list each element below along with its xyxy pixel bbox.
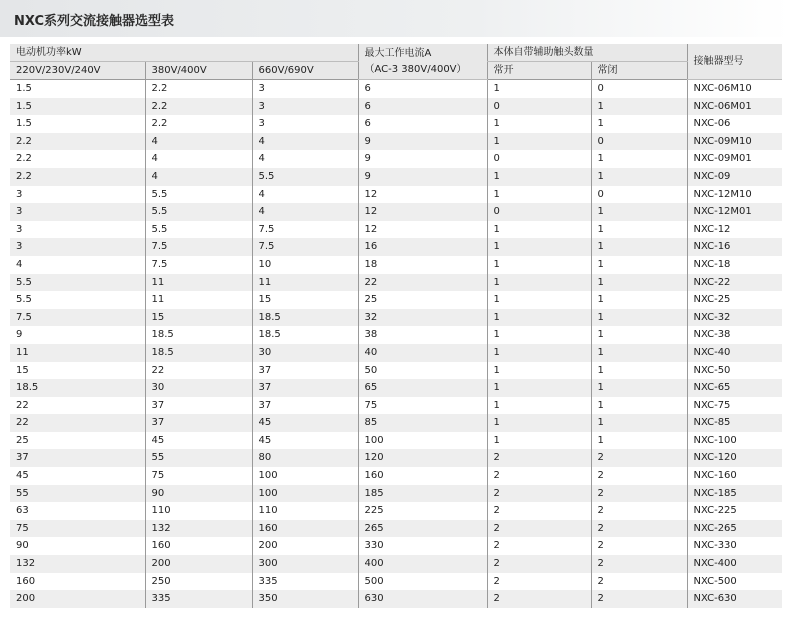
header-power-group: 电动机功率kW (10, 44, 358, 62)
table-row (10, 150, 782, 168)
cell-model: NXC-06M01 (687, 98, 782, 116)
cell-660v: 45 (252, 414, 358, 432)
cell-model: NXC-06 (687, 115, 782, 133)
header-normally-open: 常开 (487, 62, 591, 80)
table-row (10, 115, 782, 133)
cell-normally-closed: 1 (591, 274, 687, 292)
cell-normally-closed: 2 (591, 573, 687, 591)
cell-660v: 7.5 (252, 221, 358, 239)
table-row (10, 274, 782, 292)
cell-normally-closed: 1 (591, 344, 687, 362)
table-row (10, 379, 782, 397)
table-row (10, 397, 782, 415)
cell-model: NXC-400 (687, 555, 782, 573)
cell-380v: 75 (145, 467, 252, 485)
cell-660v: 300 (252, 555, 358, 573)
cell-380v: 200 (145, 555, 252, 573)
cell-220v: 3 (10, 221, 145, 239)
cell-normally-closed: 1 (591, 256, 687, 274)
cell-380v: 22 (145, 362, 252, 380)
cell-220v: 3 (10, 238, 145, 256)
cell-normally-open: 1 (487, 362, 591, 380)
cell-380v: 55 (145, 449, 252, 467)
cell-660v: 350 (252, 590, 358, 608)
cell-normally-closed: 2 (591, 590, 687, 608)
table-row (10, 537, 782, 555)
cell-normally-closed: 1 (591, 238, 687, 256)
cell-normally-closed: 2 (591, 537, 687, 555)
cell-normally-closed: 1 (591, 291, 687, 309)
cell-model: NXC-225 (687, 502, 782, 520)
cell-380v: 37 (145, 414, 252, 432)
cell-max-current: 22 (358, 274, 487, 292)
table-row (10, 485, 782, 503)
cell-660v: 3 (252, 115, 358, 133)
cell-660v: 4 (252, 186, 358, 204)
table-row (10, 590, 782, 608)
cell-max-current: 12 (358, 203, 487, 221)
cell-380v: 7.5 (145, 256, 252, 274)
cell-380v: 132 (145, 520, 252, 538)
cell-model: NXC-06M10 (687, 80, 782, 98)
cell-380v: 18.5 (145, 344, 252, 362)
cell-normally-closed: 1 (591, 326, 687, 344)
cell-660v: 335 (252, 573, 358, 591)
table-header (10, 44, 782, 80)
cell-max-current: 9 (358, 133, 487, 151)
cell-660v: 100 (252, 467, 358, 485)
cell-normally-open: 1 (487, 309, 591, 327)
cell-model: NXC-22 (687, 274, 782, 292)
cell-normally-closed: 1 (591, 115, 687, 133)
cell-max-current: 265 (358, 520, 487, 538)
cell-max-current: 185 (358, 485, 487, 503)
cell-normally-open: 1 (487, 168, 591, 186)
cell-660v: 7.5 (252, 238, 358, 256)
table-row (10, 80, 782, 98)
cell-normally-closed: 1 (591, 362, 687, 380)
cell-660v: 160 (252, 520, 358, 538)
cell-max-current: 160 (358, 467, 487, 485)
cell-normally-closed: 2 (591, 502, 687, 520)
cell-model: NXC-265 (687, 520, 782, 538)
header-max-current (358, 44, 487, 80)
cell-max-current: 630 (358, 590, 487, 608)
cell-model: NXC-09M10 (687, 133, 782, 151)
cell-normally-closed: 2 (591, 520, 687, 538)
cell-220v: 9 (10, 326, 145, 344)
cell-660v: 5.5 (252, 168, 358, 186)
table-row (10, 362, 782, 380)
cell-max-current: 18 (358, 256, 487, 274)
cell-380v: 2.2 (145, 80, 252, 98)
cell-normally-closed: 2 (591, 467, 687, 485)
cell-max-current: 16 (358, 238, 487, 256)
cell-normally-closed: 2 (591, 449, 687, 467)
cell-normally-open: 2 (487, 467, 591, 485)
table-row (10, 133, 782, 151)
cell-660v: 110 (252, 502, 358, 520)
table-row (10, 238, 782, 256)
cell-normally-open: 2 (487, 520, 591, 538)
cell-max-current: 38 (358, 326, 487, 344)
cell-220v: 22 (10, 414, 145, 432)
cell-220v: 25 (10, 432, 145, 450)
cell-220v: 200 (10, 590, 145, 608)
cell-220v: 1.5 (10, 98, 145, 116)
cell-model: NXC-85 (687, 414, 782, 432)
cell-normally-closed: 1 (591, 98, 687, 116)
cell-normally-open: 1 (487, 80, 591, 98)
cell-model: NXC-65 (687, 379, 782, 397)
cell-220v: 2.2 (10, 133, 145, 151)
cell-220v: 160 (10, 573, 145, 591)
cell-normally-open: 1 (487, 186, 591, 204)
cell-220v: 2.2 (10, 168, 145, 186)
cell-normally-closed: 1 (591, 168, 687, 186)
header-660v: 660V/690V (252, 62, 358, 80)
cell-660v: 37 (252, 379, 358, 397)
cell-220v: 1.5 (10, 115, 145, 133)
cell-380v: 335 (145, 590, 252, 608)
cell-380v: 11 (145, 291, 252, 309)
cell-model: NXC-32 (687, 309, 782, 327)
cell-660v: 11 (252, 274, 358, 292)
cell-max-current: 32 (358, 309, 487, 327)
cell-660v: 80 (252, 449, 358, 467)
cell-max-current: 25 (358, 291, 487, 309)
cell-660v: 37 (252, 362, 358, 380)
cell-220v: 3 (10, 186, 145, 204)
cell-380v: 37 (145, 397, 252, 415)
header-380v: 380V/400V (145, 62, 252, 80)
cell-220v: 7.5 (10, 309, 145, 327)
cell-max-current: 120 (358, 449, 487, 467)
header-current-line1: 最大工作电流A (364, 47, 432, 59)
cell-220v: 55 (10, 485, 145, 503)
cell-normally-open: 2 (487, 449, 591, 467)
table-row (10, 221, 782, 239)
cell-380v: 110 (145, 502, 252, 520)
cell-normally-closed: 0 (591, 133, 687, 151)
table-row (10, 291, 782, 309)
cell-220v: 37 (10, 449, 145, 467)
cell-220v: 90 (10, 537, 145, 555)
cell-max-current: 40 (358, 344, 487, 362)
cell-380v: 4 (145, 150, 252, 168)
cell-normally-closed: 1 (591, 397, 687, 415)
cell-660v: 100 (252, 485, 358, 503)
cell-220v: 132 (10, 555, 145, 573)
cell-normally-open: 2 (487, 590, 591, 608)
cell-660v: 200 (252, 537, 358, 555)
table-row (10, 467, 782, 485)
cell-380v: 15 (145, 309, 252, 327)
cell-model: NXC-12M01 (687, 203, 782, 221)
cell-220v: 63 (10, 502, 145, 520)
table-row (10, 203, 782, 221)
cell-380v: 160 (145, 537, 252, 555)
cell-max-current: 500 (358, 573, 487, 591)
cell-max-current: 65 (358, 379, 487, 397)
cell-660v: 10 (252, 256, 358, 274)
cell-220v: 4 (10, 256, 145, 274)
cell-model: NXC-09M01 (687, 150, 782, 168)
cell-normally-closed: 1 (591, 203, 687, 221)
cell-normally-open: 0 (487, 203, 591, 221)
table-row (10, 414, 782, 432)
header-model: 接触器型号 (687, 44, 782, 80)
cell-normally-closed: 1 (591, 221, 687, 239)
cell-660v: 45 (252, 432, 358, 450)
cell-380v: 250 (145, 573, 252, 591)
cell-380v: 18.5 (145, 326, 252, 344)
cell-max-current: 12 (358, 186, 487, 204)
cell-normally-open: 1 (487, 274, 591, 292)
cell-model: NXC-630 (687, 590, 782, 608)
cell-model: NXC-50 (687, 362, 782, 380)
table-row (10, 520, 782, 538)
cell-660v: 4 (252, 133, 358, 151)
cell-normally-open: 1 (487, 326, 591, 344)
cell-660v: 30 (252, 344, 358, 362)
cell-normally-closed: 1 (591, 414, 687, 432)
cell-max-current: 50 (358, 362, 487, 380)
selection-table (10, 44, 782, 608)
cell-220v: 2.2 (10, 150, 145, 168)
table-row (10, 502, 782, 520)
table-row (10, 449, 782, 467)
cell-normally-closed: 1 (591, 150, 687, 168)
cell-660v: 18.5 (252, 309, 358, 327)
table-row (10, 309, 782, 327)
cell-max-current: 225 (358, 502, 487, 520)
cell-220v: 18.5 (10, 379, 145, 397)
cell-380v: 30 (145, 379, 252, 397)
cell-220v: 15 (10, 362, 145, 380)
cell-max-current: 85 (358, 414, 487, 432)
cell-380v: 5.5 (145, 186, 252, 204)
cell-380v: 11 (145, 274, 252, 292)
cell-normally-open: 1 (487, 344, 591, 362)
cell-380v: 5.5 (145, 203, 252, 221)
cell-380v: 2.2 (145, 98, 252, 116)
cell-max-current: 6 (358, 98, 487, 116)
cell-220v: 3 (10, 203, 145, 221)
cell-normally-closed: 0 (591, 80, 687, 98)
cell-660v: 3 (252, 98, 358, 116)
cell-380v: 2.2 (145, 115, 252, 133)
cell-normally-open: 1 (487, 432, 591, 450)
table-row (10, 168, 782, 186)
cell-model: NXC-16 (687, 238, 782, 256)
header-aux-group: 本体自带辅助触头数量 (487, 44, 687, 62)
cell-380v: 4 (145, 168, 252, 186)
cell-660v: 15 (252, 291, 358, 309)
cell-normally-open: 1 (487, 221, 591, 239)
cell-normally-open: 1 (487, 133, 591, 151)
cell-220v: 5.5 (10, 274, 145, 292)
cell-380v: 4 (145, 133, 252, 151)
cell-380v: 90 (145, 485, 252, 503)
cell-normally-open: 2 (487, 485, 591, 503)
table-row (10, 98, 782, 116)
cell-normally-open: 0 (487, 98, 591, 116)
header-current-line2: （AC-3 380V/400V） (364, 63, 467, 75)
cell-max-current: 6 (358, 80, 487, 98)
cell-660v: 4 (252, 203, 358, 221)
table-row (10, 256, 782, 274)
title-bar (0, 0, 790, 37)
cell-380v: 45 (145, 432, 252, 450)
table-row (10, 555, 782, 573)
cell-660v: 4 (252, 150, 358, 168)
cell-normally-closed: 1 (591, 309, 687, 327)
cell-model: NXC-100 (687, 432, 782, 450)
cell-220v: 5.5 (10, 291, 145, 309)
cell-220v: 1.5 (10, 80, 145, 98)
cell-660v: 37 (252, 397, 358, 415)
cell-normally-open: 1 (487, 256, 591, 274)
cell-normally-closed: 1 (591, 432, 687, 450)
cell-normally-closed: 0 (591, 186, 687, 204)
table-row (10, 432, 782, 450)
cell-normally-open: 1 (487, 291, 591, 309)
cell-normally-open: 1 (487, 414, 591, 432)
cell-max-current: 9 (358, 150, 487, 168)
cell-normally-closed: 2 (591, 485, 687, 503)
cell-220v: 11 (10, 344, 145, 362)
table-row (10, 326, 782, 344)
table-body (10, 80, 782, 608)
cell-normally-open: 1 (487, 238, 591, 256)
cell-max-current: 9 (358, 168, 487, 186)
header-220v: 220V/230V/240V (10, 62, 145, 80)
cell-max-current: 400 (358, 555, 487, 573)
cell-max-current: 6 (358, 115, 487, 133)
cell-normally-open: 1 (487, 115, 591, 133)
cell-model: NXC-160 (687, 467, 782, 485)
cell-model: NXC-330 (687, 537, 782, 555)
cell-model: NXC-185 (687, 485, 782, 503)
cell-max-current: 12 (358, 221, 487, 239)
cell-model: NXC-12 (687, 221, 782, 239)
cell-normally-open: 2 (487, 537, 591, 555)
cell-model: NXC-25 (687, 291, 782, 309)
cell-model: NXC-12M10 (687, 186, 782, 204)
cell-380v: 7.5 (145, 238, 252, 256)
cell-380v: 5.5 (145, 221, 252, 239)
cell-220v: 75 (10, 520, 145, 538)
header-normally-closed: 常闭 (591, 62, 687, 80)
cell-model: NXC-18 (687, 256, 782, 274)
cell-model: NXC-75 (687, 397, 782, 415)
cell-normally-open: 1 (487, 379, 591, 397)
table-row (10, 344, 782, 362)
cell-model: NXC-500 (687, 573, 782, 591)
cell-normally-open: 1 (487, 397, 591, 415)
cell-model: NXC-120 (687, 449, 782, 467)
cell-220v: 45 (10, 467, 145, 485)
cell-model: NXC-38 (687, 326, 782, 344)
cell-max-current: 330 (358, 537, 487, 555)
cell-normally-open: 0 (487, 150, 591, 168)
cell-normally-open: 2 (487, 573, 591, 591)
cell-max-current: 100 (358, 432, 487, 450)
cell-660v: 3 (252, 80, 358, 98)
cell-660v: 18.5 (252, 326, 358, 344)
page-title: NXC系列交流接触器选型表 (14, 14, 174, 29)
cell-max-current: 75 (358, 397, 487, 415)
cell-220v: 22 (10, 397, 145, 415)
table-row (10, 186, 782, 204)
cell-normally-closed: 2 (591, 555, 687, 573)
cell-normally-closed: 1 (591, 379, 687, 397)
cell-normally-open: 2 (487, 555, 591, 573)
cell-model: NXC-09 (687, 168, 782, 186)
cell-normally-open: 2 (487, 502, 591, 520)
table-row (10, 573, 782, 591)
cell-model: NXC-40 (687, 344, 782, 362)
